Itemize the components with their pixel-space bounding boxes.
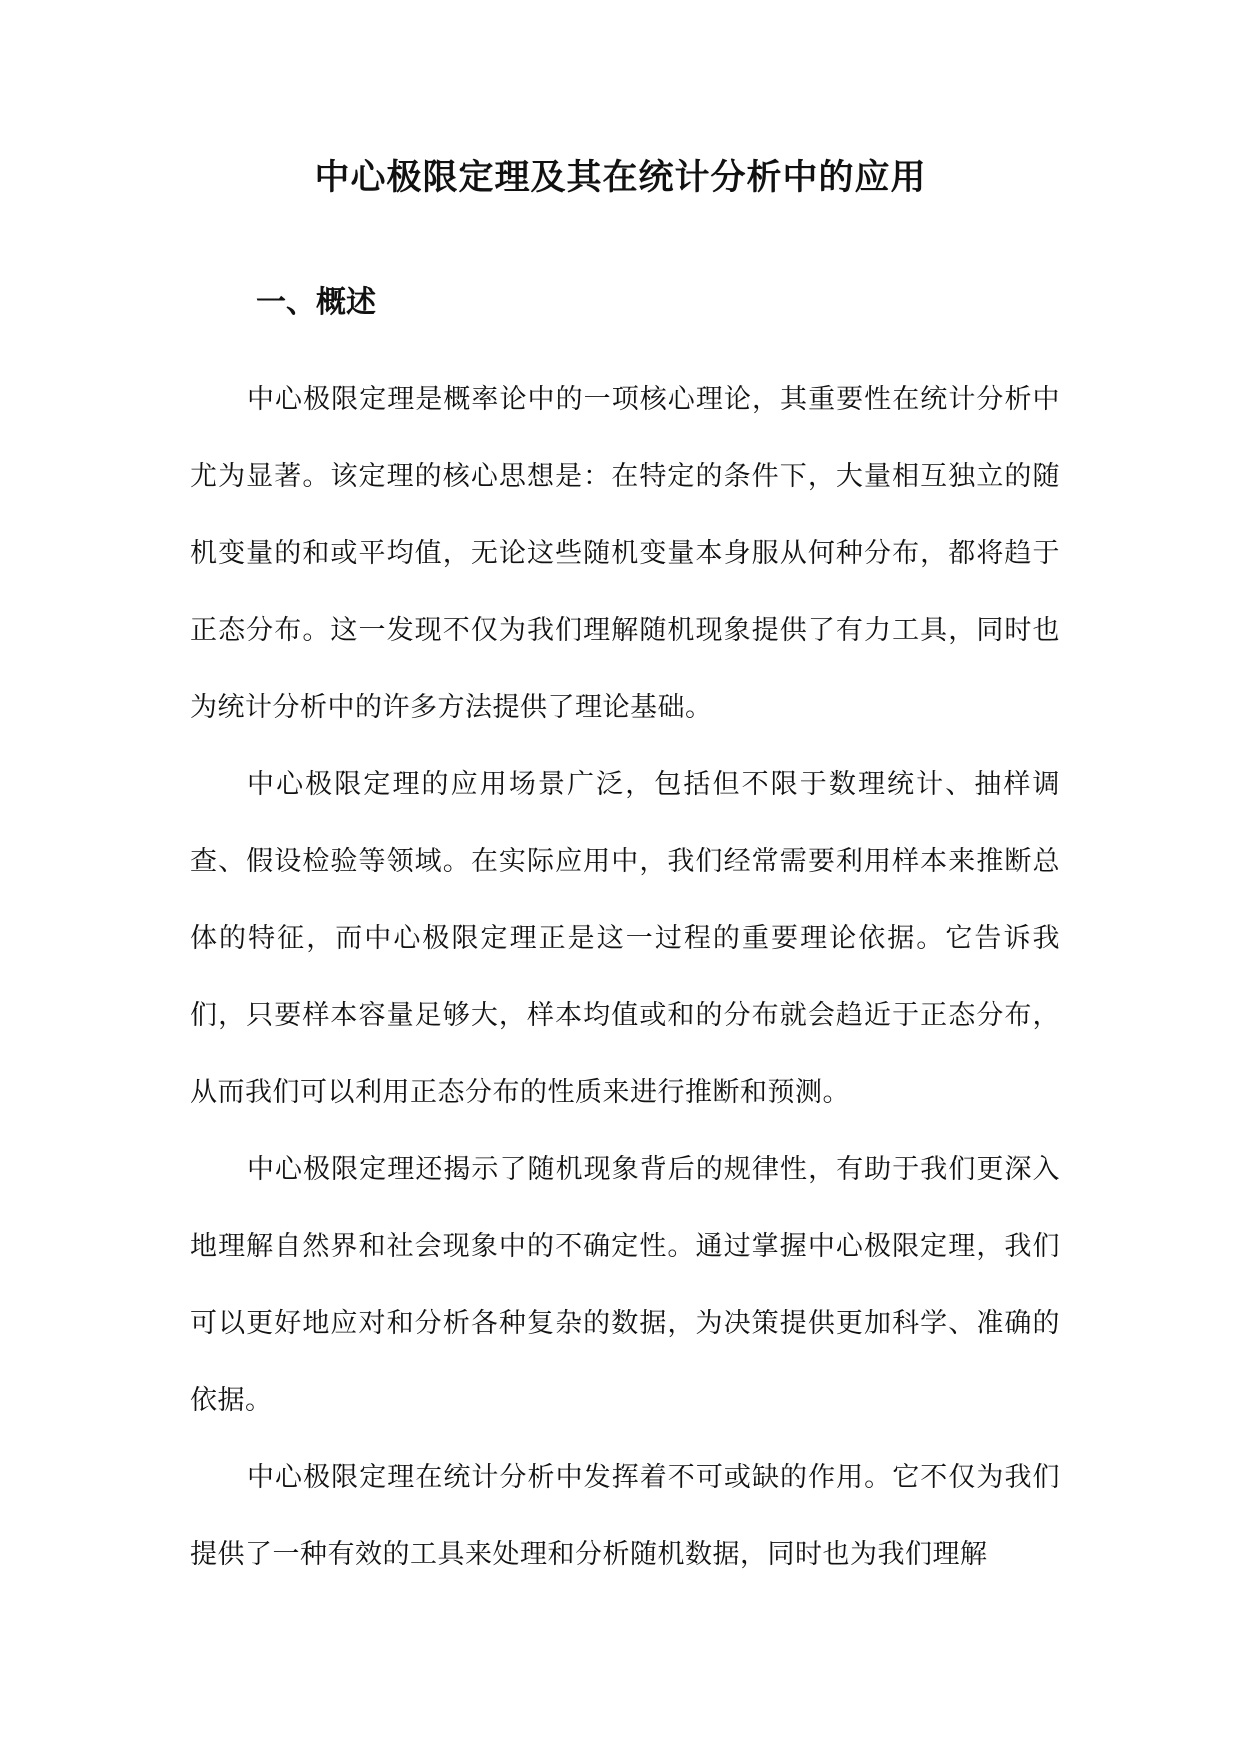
paragraph-4: 中心极限定理在统计分析中发挥着不可或缺的作用。它不仅为我们提供了一种有效的工具来处理和分析随机数据，同时也为我们理解 <box>190 1462 1060 1570</box>
paragraph-1: 中心极限定理是概率论中的一项核心理论，其重要性在统计分析中尤为显著。该定理的核心思想是：在特定的条件下，大量相互独立的随机变量的和或平均值，无论这些随机变量本身服从何种分布，都将趋于正态分布。这一发现不仅为我们理解随机现象提供了有力工具，同时也为统计分析中的许多方法提供了理论基础。 <box>190 384 1060 723</box>
paragraph-3: 中心极限定理还揭示了随机现象背后的规律性，有助于我们更深入地理解自然界和社会现象中的不确定性。通过掌握中心极限定理，我们可以更好地应对和分析各种复杂的数据，为决策提供更加科学、准确的依据。 <box>190 1154 1060 1416</box>
document-title: 中心极限定理及其在统计分析中的应用 <box>314 158 927 198</box>
paragraph-2: 中心极限定理的应用场景广泛，包括但不限于数理统计、抽样调查、假设检验等领域。在实际应用中，我们经常需要利用样本来推断总体的特征，而中心极限定理正是这一过程的重要理论依据。它告诉我们，只要样本容量足够大，样本均值或和的分布就会趋近于正态分布，从而我们可以利用正态分布的性质来进行推断和预测。 <box>190 769 1060 1108</box>
section-heading-overview: 一、概述 <box>256 285 376 320</box>
body-text <box>190 361 1060 1593</box>
